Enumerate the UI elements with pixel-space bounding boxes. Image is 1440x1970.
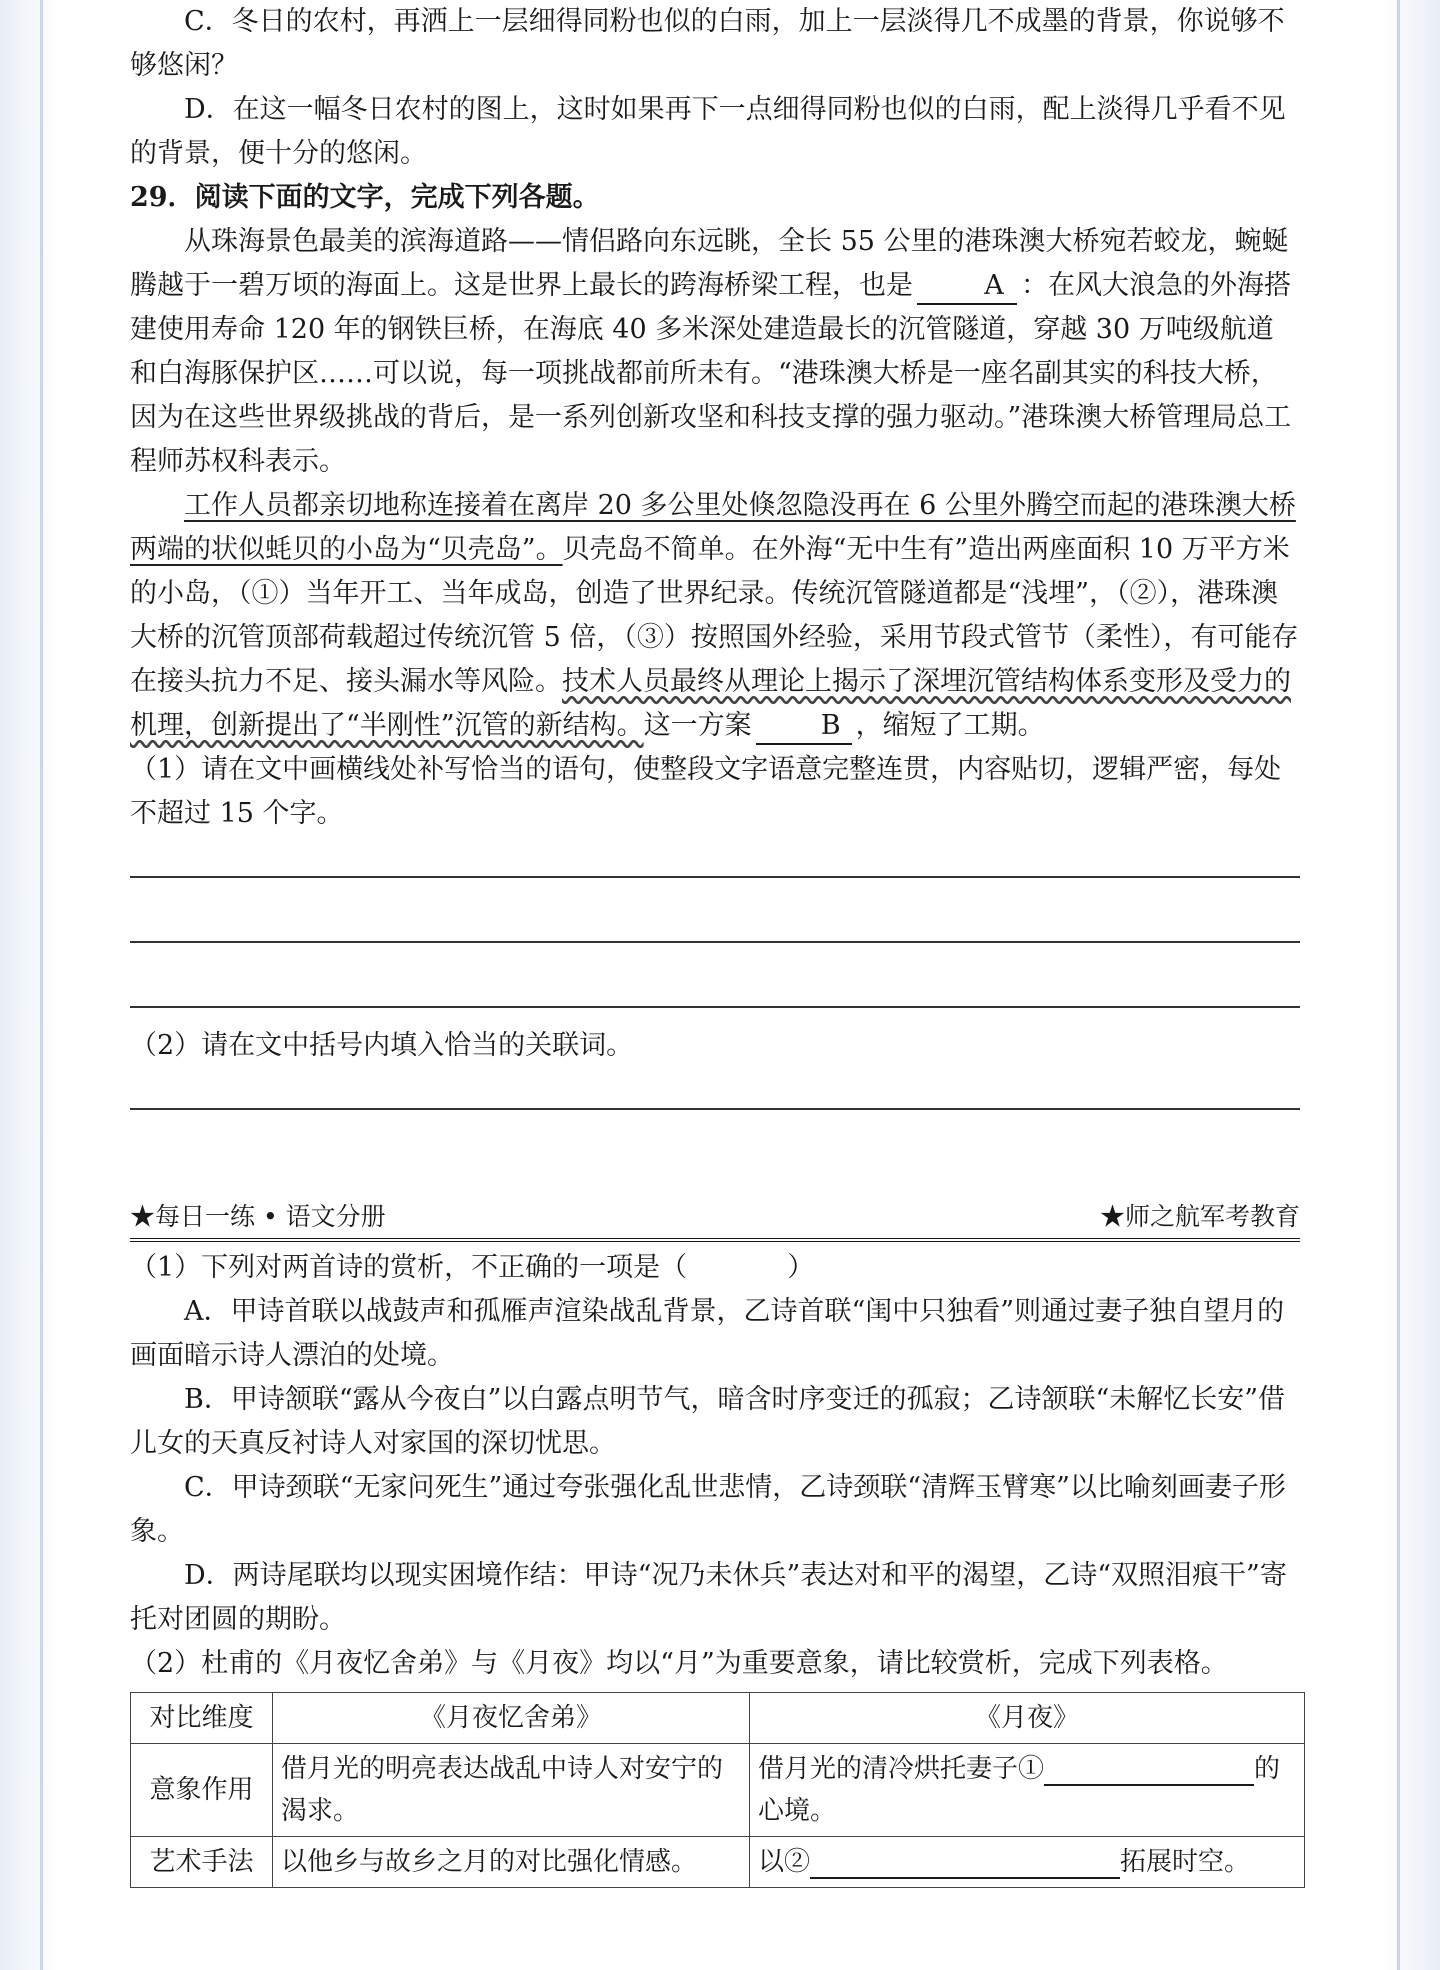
option-d-text: D．在这一幅冬日农村的图上，这时如果再下一点细得同粉也似的白雨，配上淡得几乎看不见的背景，便十分的悠闲。 — [130, 94, 1286, 169]
row2-col2-text-b: 拓展时空。 — [1120, 1847, 1251, 1877]
table-header-row — [131, 1693, 1305, 1744]
q29-para2-part-a: 贝壳岛不简单。在外海“无中生有”造出两座面积 10 万平方米的小岛，（①）当年开工、当年成岛，创造了世界纪录。传统沉管隧道都是“浅埋”，（②），港珠澳大桥的沉管顶部荷载超过传统沉管 5 倍，（③）按照国外经验，采用节段式管节（柔性），有可能存在接头抗力不足、接头漏水等风险。 — [130, 534, 1299, 697]
left-border — [40, 0, 43, 1970]
poem-option-a: A．甲诗首联以战鼓声和孤雁声渲染战乱背景，乙诗首联“闺中只独看”则通过妻子独自望月的画面暗示诗人漂泊的处境。 — [130, 1296, 1285, 1371]
q29-para1-part-a: 从珠海景色最美的滨海道路——情侣路向东远眺，全长 55 公里的港珠澳大桥宛若蛟龙，蜿蜒腾越于一碧万顷的海面上。这是世界上最长的跨海桥梁工程，也是 — [130, 226, 1289, 301]
table-row — [131, 1837, 1305, 1888]
row-dimension-imagery: 意象作用 — [131, 1744, 273, 1837]
row2-poem-2-cell — [750, 1837, 1305, 1888]
row1-poem-1-cell: 借月光的明亮表达战乱中诗人对安宁的渴求。 — [273, 1744, 750, 1837]
header-dimension: 对比维度 — [131, 1693, 273, 1744]
table-row — [131, 1744, 1305, 1837]
underlined-sentence: 工作人员都亲切地称连接着在离岸 20 多公里处倏忽隐没再在 6 公里外腾空而起的港珠澳大桥两端的状似蚝贝的小岛为“贝壳岛”。 — [130, 490, 1296, 565]
blank-a: A — [917, 269, 1017, 305]
page-header — [130, 1200, 1300, 1242]
row2-col2-text-a: 以② — [758, 1847, 811, 1877]
q29-para2-part-b: 这一方案 — [643, 710, 752, 741]
q29-para1-part-b: ：在风大浪急的外海搭建使用寿命 120 年的钢铁巨桥，在海底 40 多米深处建造最长的沉管隧道，穿越 30 万吨级航道和白海豚保护区……可以说，每一项挑战都前所未有。“港珠澳大桥是一座名副其实的科技大桥，因为在这些世界级挑战的背后，是一系列创新攻坚和科技支撑的强力驱动。”港珠澳大桥管理局总工程师苏权科表示。 — [130, 270, 1292, 477]
row1-col2-text-a: 借月光的清冷烘托妻子① — [758, 1754, 1045, 1784]
poem-sub1-text: （1）下列对两首诗的赏析，不正确的一项是（ — [130, 1252, 688, 1283]
q29-sub-question-2: （2）请在文中括号内填入恰当的关联词。 — [130, 1030, 634, 1061]
header-poem-1: 《月夜忆舍弟》 — [273, 1693, 750, 1744]
poem-sub-question-1 — [130, 1246, 1300, 1290]
question-29-heading: 29．阅读下面的文字，完成下列各题。 — [130, 182, 600, 213]
poem-option-c: C．甲诗颈联“无家问死生”通过夸张强化乱世悲情，乙诗颈联“清辉玉臂寒”以比喻刻画妻子形象。 — [130, 1472, 1286, 1547]
q29-para2-part-c: ，缩短了工期。 — [855, 710, 1045, 741]
blank-b: B — [756, 709, 852, 745]
header-poem-2: 《月夜》 — [750, 1693, 1305, 1744]
header-right-title: ★师之航军考教育 — [1099, 1202, 1300, 1231]
right-border — [1397, 0, 1400, 1970]
q29-sub-question-1: （1）请在文中画横线处补写恰当的语句，使整段文字语意完整连贯，内容贴切，逻辑严密，每处不超过 15 个字。 — [130, 754, 1282, 829]
header-left-title: ★每日一练 • 语文分册 — [130, 1202, 386, 1231]
poem-option-b: B．甲诗颔联“露从今夜白”以白露点明节气，暗含时序变迁的孤寂；乙诗颔联“未解忆长安”借儿女的天真反衬诗人对家国的深切忧思。 — [130, 1384, 1286, 1459]
document-page — [130, 0, 1300, 1888]
poem-sub-question-2: （2）杜甫的《月夜忆舍弟》与《月夜》均以“月”为重要意象，请比较赏析，完成下列表格。 — [130, 1648, 1228, 1679]
q29-paragraph-2 — [130, 484, 1300, 748]
wavy-underlined-sentence: 技术人员最终从理论上揭示了深埋沉管结构体系变形及受力的机理，创新提出了“半刚性”沉管的新结构。 — [130, 666, 1291, 741]
poem-option-d: D．两诗尾联均以现实困境作结：甲诗“况乃未休兵”表达对和平的渴望，乙诗“双照泪痕干”寄托对团圆的期盼。 — [130, 1560, 1287, 1635]
comparison-table — [130, 1692, 1305, 1888]
row2-poem-1-cell: 以他乡与故乡之月的对比强化情感。 — [273, 1837, 750, 1888]
row1-poem-2-cell — [750, 1744, 1305, 1837]
answer-line-3[interactable] — [130, 1006, 1300, 1008]
poem-sub1-close: ） — [787, 1252, 815, 1283]
row1-col2-text-c: 心境。 — [758, 1796, 837, 1826]
fill-blank-1[interactable] — [1044, 1754, 1254, 1786]
row-dimension-technique: 艺术手法 — [131, 1837, 273, 1888]
top-options — [130, 0, 1300, 176]
fill-blank-2[interactable] — [810, 1847, 1120, 1879]
row1-col2-text-b: 的 — [1254, 1754, 1281, 1784]
option-c-text: C．冬日的农村，再洒上一层细得同粉也似的白雨，加上一层淡得几不成墨的背景，你说够不够悠闲？ — [130, 6, 1285, 81]
q29-paragraph-1 — [130, 220, 1300, 484]
